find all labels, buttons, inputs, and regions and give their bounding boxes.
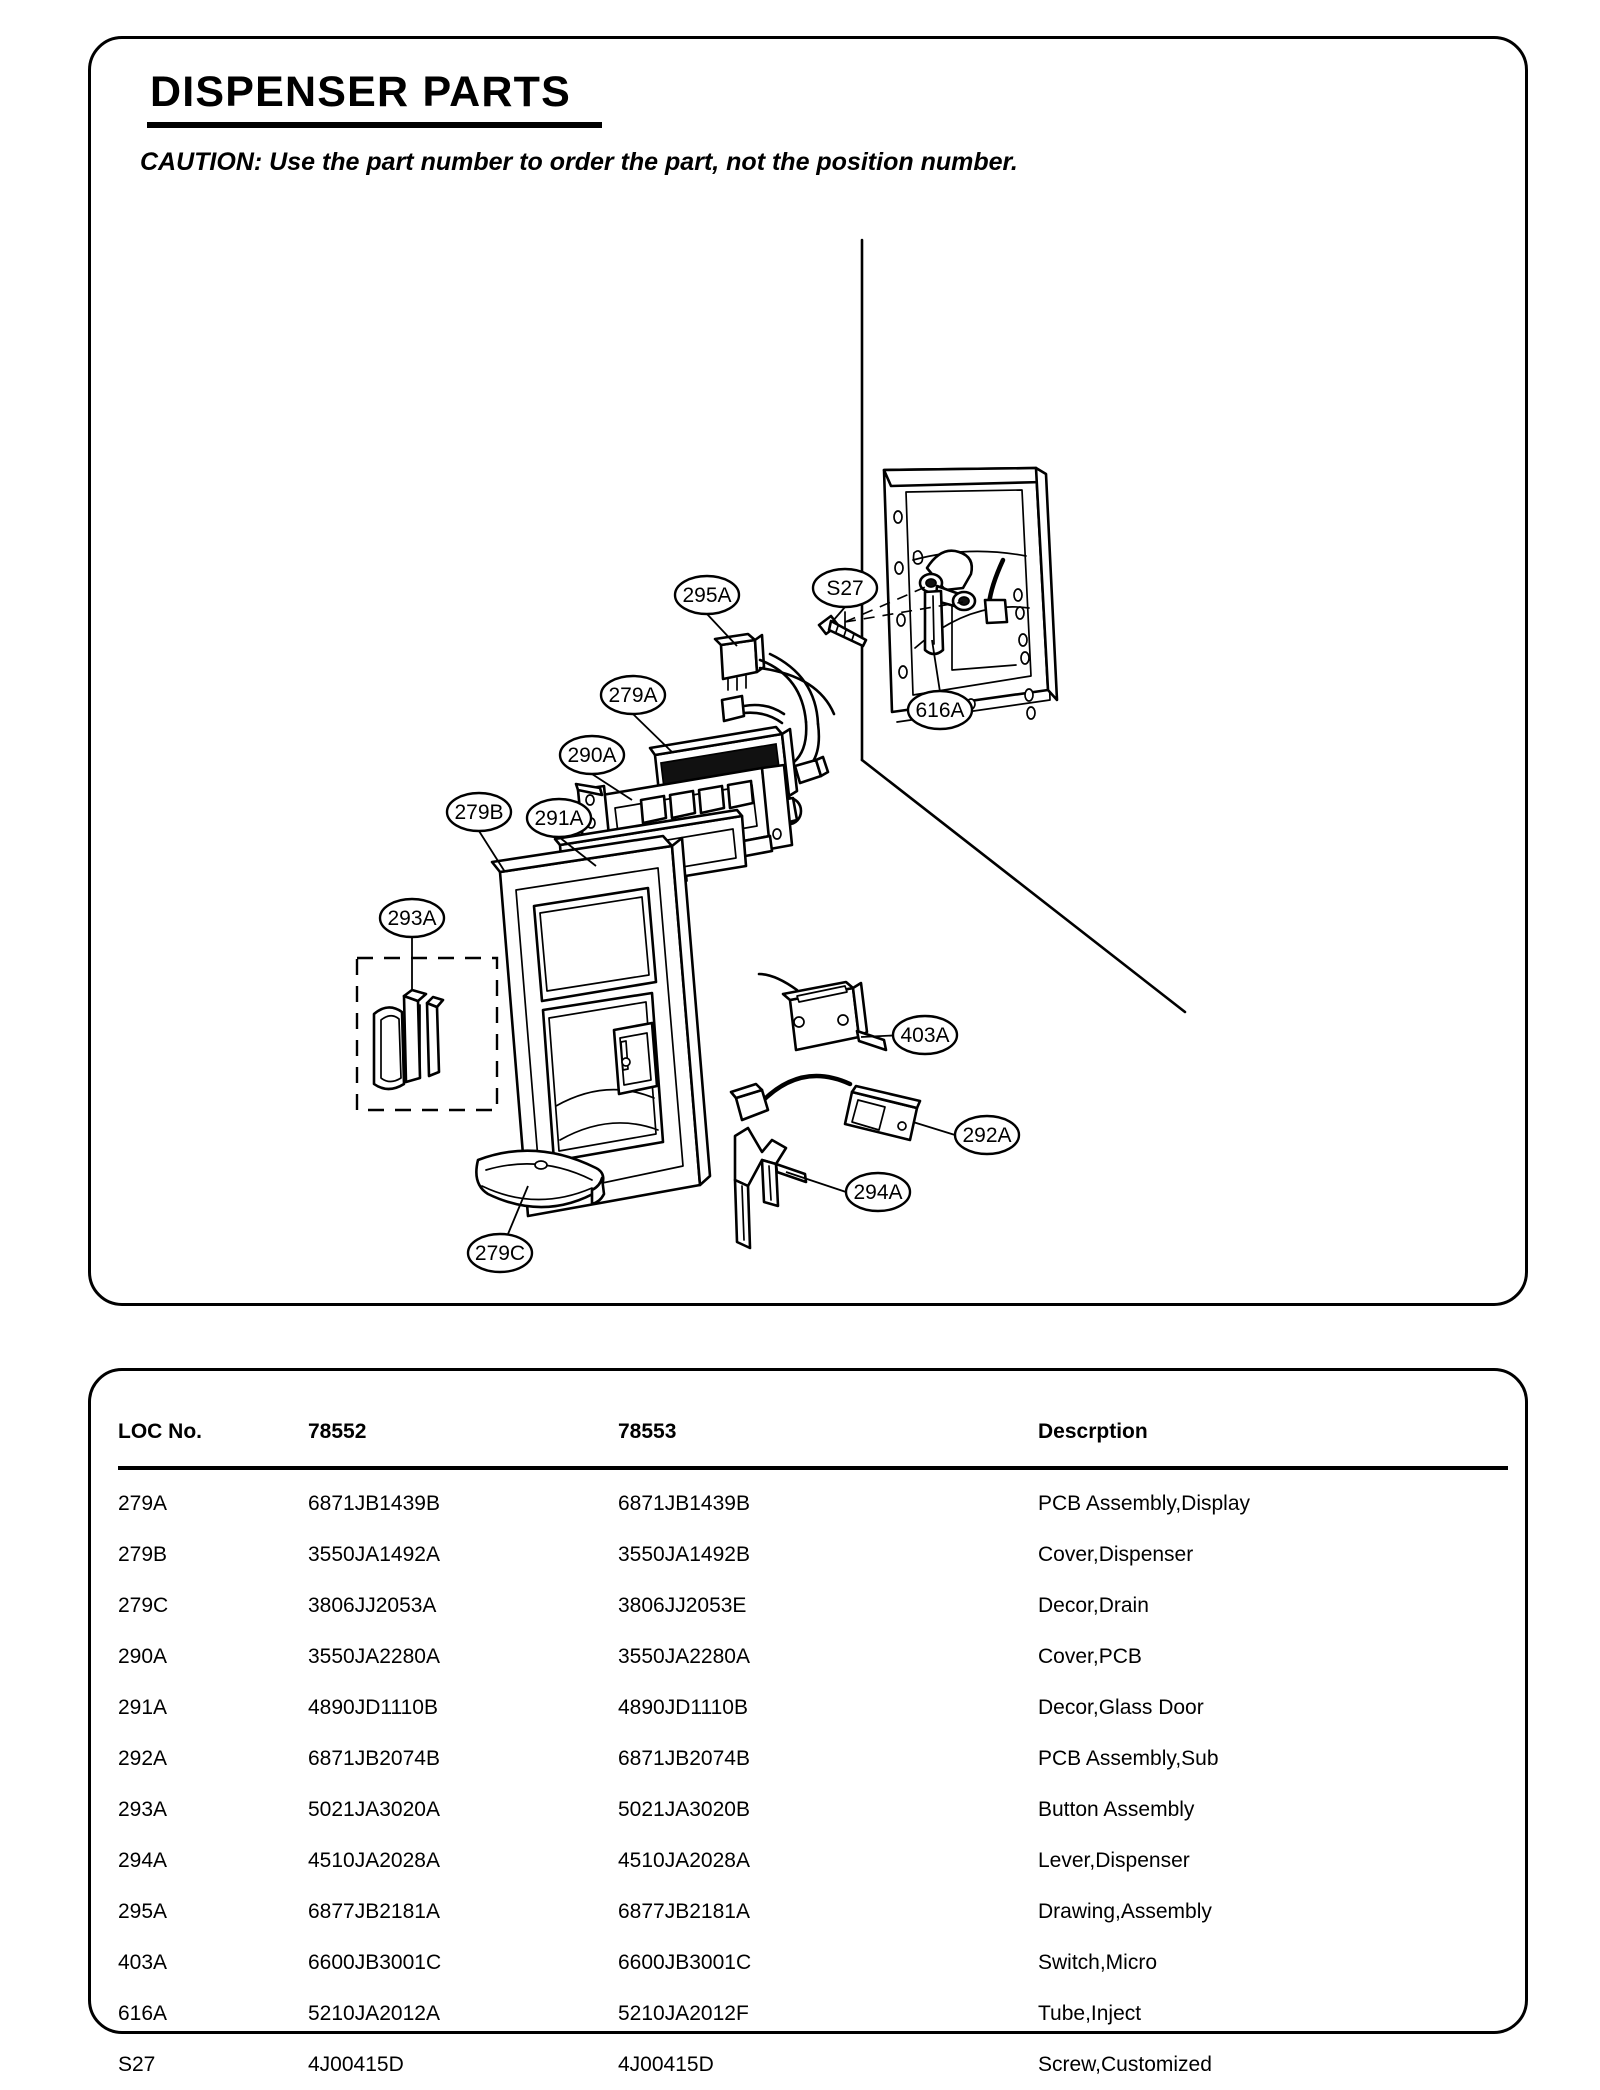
callout-label: S27 [826,577,864,600]
table-header-row [118,1420,1508,1468]
part-number-78552: 3550JA2280A [308,1645,440,1668]
part-description: Decor,Glass Door [1038,1696,1204,1719]
exploded-parts-diagram [88,36,1528,1306]
callout-label: 292A [962,1124,1012,1147]
callout-279b [447,793,511,831]
callout-294a [846,1173,910,1211]
table-header [118,1420,1508,1468]
callout-s27 [813,569,877,607]
table-row [118,1631,1508,1682]
callout-279c [468,1234,532,1272]
table-row [118,1784,1508,1835]
table-row [118,1529,1508,1580]
part-description: PCB Assembly,Display [1038,1492,1251,1515]
callout-292a [955,1116,1019,1154]
part-number-78553: 4890JD1110B [618,1696,748,1719]
column-header-description: Descrption [1038,1420,1148,1443]
part-number-78552: 4890JD1110B [308,1696,438,1719]
part-description: Drawing,Assembly [1038,1900,1212,1923]
part-description: Cover,Dispenser [1038,1543,1194,1566]
screw-part [819,616,866,646]
column-header-model-78552: 78552 [308,1420,367,1443]
column-header-model-78553: 78553 [618,1420,677,1443]
pcb-sub-assembly [731,1076,920,1140]
callout-label: 290A [567,744,617,767]
part-loc-number: 290A [118,1645,168,1668]
part-description: Switch,Micro [1038,1951,1158,1974]
part-number-78552: 6871JB1439B [308,1492,440,1515]
part-loc-number: 279B [118,1543,168,1566]
callout-label: 403A [900,1024,950,1047]
callout-label: 279B [454,801,504,824]
part-number-78553: 6871JB2074B [618,1747,750,1770]
part-loc-number: 279C [118,1594,169,1617]
part-loc-number: 279A [118,1492,168,1515]
part-loc-number: 403A [118,1951,168,1974]
part-number-78552: 5021JA3020A [308,1798,440,1821]
part-description: PCB Assembly,Sub [1038,1747,1219,1770]
part-number-78553: 5021JA3020B [618,1798,750,1821]
table-row [118,1580,1508,1631]
callout-label: 616A [915,699,965,722]
part-number-78553: 6877JB2181A [618,1900,750,1923]
callout-label: 279C [474,1242,526,1265]
callout-291a [527,799,591,837]
part-number-78552: 4510JA2028A [308,1849,440,1872]
part-description: Decor,Drain [1038,1594,1149,1617]
table-row [118,1988,1508,2039]
callout-label: 279A [608,684,658,707]
part-number-78553: 3806JJ2053E [618,1594,747,1617]
part-loc-number: 295A [118,1900,168,1923]
table-row [118,1733,1508,1784]
caution-note: CAUTION: Use the part number to order the part, not the position number. [140,148,1018,176]
parts-table [118,1420,1508,2090]
part-loc-number: 292A [118,1747,168,1770]
part-description: Button Assembly [1038,1798,1195,1821]
part-number-78553: 6600JB3001C [618,1951,752,1974]
callout-label: 291A [534,807,584,830]
part-loc-number: 616A [118,2002,168,2025]
page-title: DISPENSER PARTS [150,68,571,116]
dispenser-lever [735,1128,806,1248]
part-number-78552: 3806JJ2053A [308,1594,437,1617]
callout-279a [601,676,665,714]
callout-label: 293A [387,907,437,930]
table-row [118,1937,1508,1988]
callout-293a [380,899,444,937]
part-loc-number: 291A [118,1696,168,1719]
part-number-78552: 6877JB2181A [308,1900,440,1923]
micro-switch [759,974,886,1050]
part-number-78553: 6871JB1439B [618,1492,750,1515]
part-loc-number: 293A [118,1798,168,1821]
button-assembly [357,958,497,1110]
column-header-loc: LOC No. [118,1420,202,1443]
part-number-78552: 3550JA1492A [308,1543,440,1566]
part-description: Screw,Customized [1038,2053,1212,2076]
part-loc-number: 294A [118,1849,168,1872]
part-number-78552: 4J00415D [308,2053,404,2076]
table-row [118,1682,1508,1733]
callout-label: 295A [682,584,732,607]
part-number-78553: 4J00415D [618,2053,714,2076]
callout-290a [560,736,624,774]
callout-616a [908,691,972,729]
part-description: Cover,PCB [1038,1645,1142,1668]
part-number-78552: 5210JA2012A [308,2002,440,2025]
table-row [118,1468,1508,1529]
table-row [118,1886,1508,1937]
callout-295a [675,576,739,614]
callout-403a [893,1016,957,1054]
part-number-78553: 4510JA2028A [618,1849,750,1872]
part-number-78553: 5210JA2012F [618,2002,749,2025]
part-loc-number: S27 [118,2053,156,2076]
dispenser-recess-housing [845,468,1057,722]
table-row [118,1835,1508,1886]
part-number-78552: 6871JB2074B [308,1747,440,1770]
callout-label: 294A [853,1181,903,1204]
part-number-78553: 3550JA1492B [618,1543,750,1566]
part-description: Tube,Inject [1038,2002,1142,2025]
table-row [118,2039,1508,2090]
part-description: Lever,Dispenser [1038,1849,1190,1872]
table-body [118,1468,1508,2090]
part-number-78552: 6600JB3001C [308,1951,442,1974]
part-number-78553: 3550JA2280A [618,1645,750,1668]
